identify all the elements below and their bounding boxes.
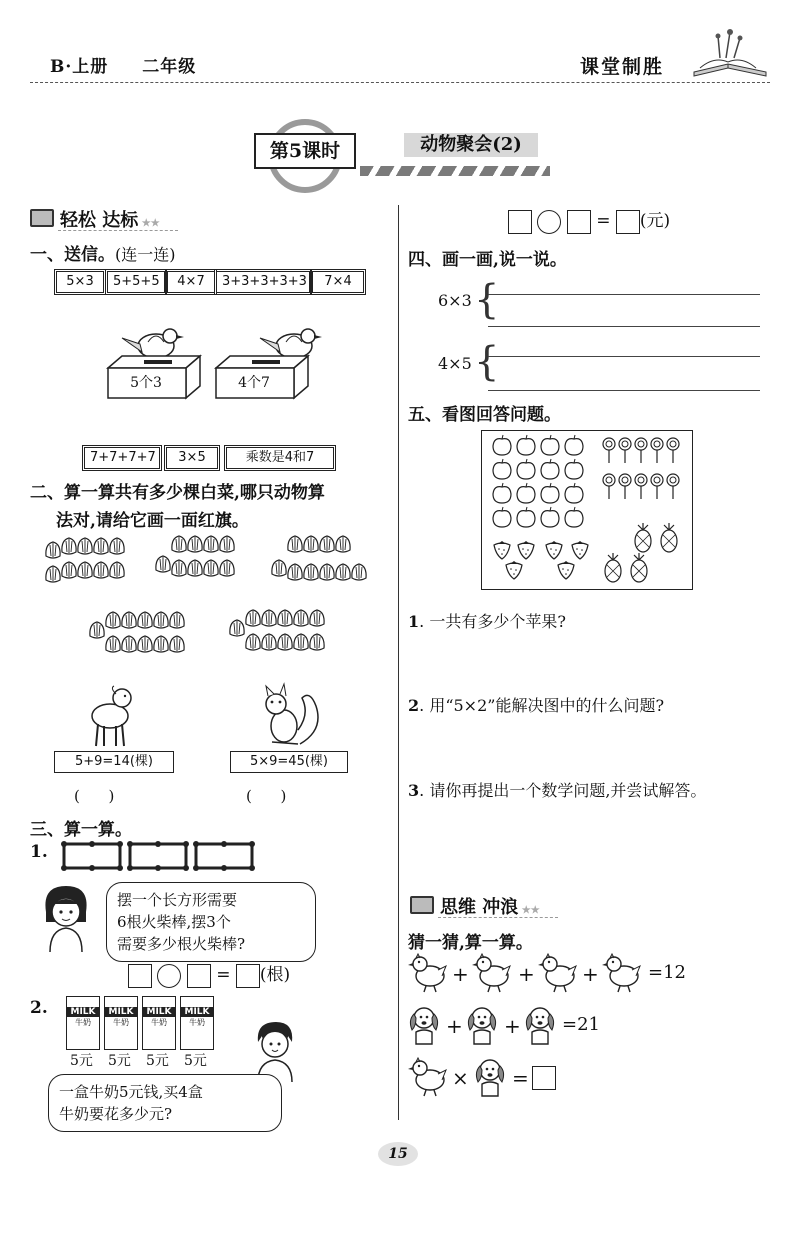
grade-label: 二年级	[142, 57, 197, 77]
speech-bubble-milk: 一盒牛奶5元钱,买4盒 牛奶要花多少元?	[48, 1074, 282, 1132]
mailbox-label: 5个3	[130, 375, 162, 391]
squirrel-icon	[254, 680, 324, 750]
question-2-line1: 二、算一算共有多少棵白菜,哪只动物算	[30, 483, 325, 503]
drawing-line[interactable]	[488, 294, 760, 295]
draw-row-label: 4×5	[438, 354, 472, 373]
result-12: =12	[648, 962, 686, 983]
draw-row-label: 6×3	[438, 291, 472, 310]
milk-carton-icon: MILK 牛奶	[104, 996, 138, 1050]
expr-card[interactable]: 7+7+7+7	[84, 447, 160, 469]
book-stack-icon	[30, 209, 54, 227]
expr-card[interactable]: 3×5	[166, 447, 218, 469]
lamb-formula: 5+9=14(棵)	[54, 751, 174, 773]
operator-circle[interactable]	[537, 210, 561, 234]
result-21: =21	[562, 1014, 600, 1035]
puppy-icon	[466, 1004, 500, 1046]
fruit-illustration	[482, 431, 692, 589]
milk-price: 5元	[184, 1053, 207, 1069]
puzzle-label: 猜一猜,算一算。	[408, 933, 533, 953]
drawing-line[interactable]	[488, 326, 760, 327]
milk-carton-icon: MILK 牛奶	[66, 996, 100, 1050]
section-underline	[58, 230, 178, 231]
problem-2-number: 2.	[30, 998, 48, 1018]
sub-question-3: 3. 请你再提出一个数学问题,并尝试解答。	[408, 781, 707, 800]
chick-icon	[408, 1056, 450, 1098]
expr-card[interactable]: 3+3+3+3+3	[216, 271, 310, 293]
milk-carton-icon: MILK 牛奶	[180, 996, 214, 1050]
answer-box[interactable]	[236, 964, 260, 988]
expr-card[interactable]: 4×7	[167, 271, 215, 293]
answer-box[interactable]	[532, 1066, 556, 1090]
answer-box[interactable]	[187, 964, 211, 988]
answer-box[interactable]	[508, 210, 532, 234]
sub-question-2: 2. 用“5×2”能解决图中的什么问题?	[408, 696, 665, 715]
chick-icon	[408, 952, 450, 994]
drawing-line[interactable]	[488, 390, 760, 391]
lesson-stripes-decoration	[360, 166, 550, 176]
sub-question-1: 1. 一共有多少个苹果?	[408, 612, 566, 631]
book-stack-icon	[410, 896, 434, 914]
milk-price: 5元	[108, 1053, 131, 1069]
expr-card[interactable]: 5×3	[56, 271, 104, 293]
brace-icon: {	[474, 339, 500, 385]
lesson-title: 动物聚会(2)	[404, 133, 538, 157]
speech-bubble-matchsticks: 摆一个长方形需要 6根火柴棒,摆3个 需要多少根火柴棒?	[106, 882, 316, 962]
unit-label: (元)	[639, 211, 671, 231]
chick-icon	[472, 952, 514, 994]
puppy-icon	[474, 1056, 508, 1098]
matchstick-rectangles	[60, 838, 264, 874]
operator-circle[interactable]	[157, 964, 181, 988]
question-3-label: 三、算一算。	[30, 820, 132, 840]
answer-blank-left[interactable]: ( )	[74, 787, 115, 805]
equation-blanks-matchsticks: = (根)	[128, 960, 290, 988]
lamb-icon	[80, 680, 140, 750]
section-heading-basic: 轻松 达标 ★★	[30, 206, 160, 232]
section-underline	[438, 917, 558, 918]
answer-box[interactable]	[616, 210, 640, 234]
chick-icon	[538, 952, 580, 994]
header-divider	[30, 82, 770, 83]
answer-box[interactable]	[567, 210, 591, 234]
book-info	[50, 52, 196, 77]
question-4-label: 四、画一画,说一说。	[408, 250, 567, 270]
brace-icon: {	[474, 277, 500, 323]
question-5-label: 五、看图回答问题。	[408, 405, 561, 425]
lesson-number: 第5课时	[254, 133, 356, 169]
fruit-picture	[481, 430, 693, 590]
expr-card[interactable]: 7×4	[312, 271, 364, 293]
girl-icon	[36, 882, 100, 954]
problem-1-number: 1.	[30, 842, 48, 862]
mailbox-label: 4个7	[238, 375, 270, 391]
brand-title: 课堂制胜	[580, 56, 665, 78]
book-illustration-icon	[690, 28, 770, 80]
question-1-hint: (连一连)	[115, 245, 176, 264]
squirrel-formula: 5×9=45(棵)	[230, 751, 348, 773]
milk-carton-icon: MILK 牛奶	[142, 996, 176, 1050]
unit-label: (根)	[259, 965, 291, 985]
cabbage-groups	[40, 530, 390, 680]
question-2-line2: 法对,请给它画一面红旗。	[56, 511, 249, 531]
milk-price: 5元	[70, 1053, 93, 1069]
expr-card[interactable]: 乘数是4和7	[226, 447, 334, 469]
expr-card[interactable]: 5+5+5	[107, 271, 165, 293]
equation-blanks-milk: = (元)	[508, 206, 670, 234]
answer-blank-right[interactable]: ( )	[246, 787, 287, 805]
drawing-line[interactable]	[488, 356, 760, 357]
puppy-icon	[524, 1004, 558, 1046]
section-heading-thinking: 思维 冲浪 ★★	[410, 893, 540, 919]
page-number: 15	[378, 1142, 418, 1166]
answer-box[interactable]	[128, 964, 152, 988]
milk-price: 5元	[146, 1053, 169, 1069]
column-divider	[398, 205, 399, 1120]
puppy-icon	[408, 1004, 442, 1046]
chick-icon	[602, 952, 644, 994]
question-1-label: 一、送信。(连一连)	[30, 245, 176, 265]
book-volume: B·上册	[50, 57, 109, 77]
